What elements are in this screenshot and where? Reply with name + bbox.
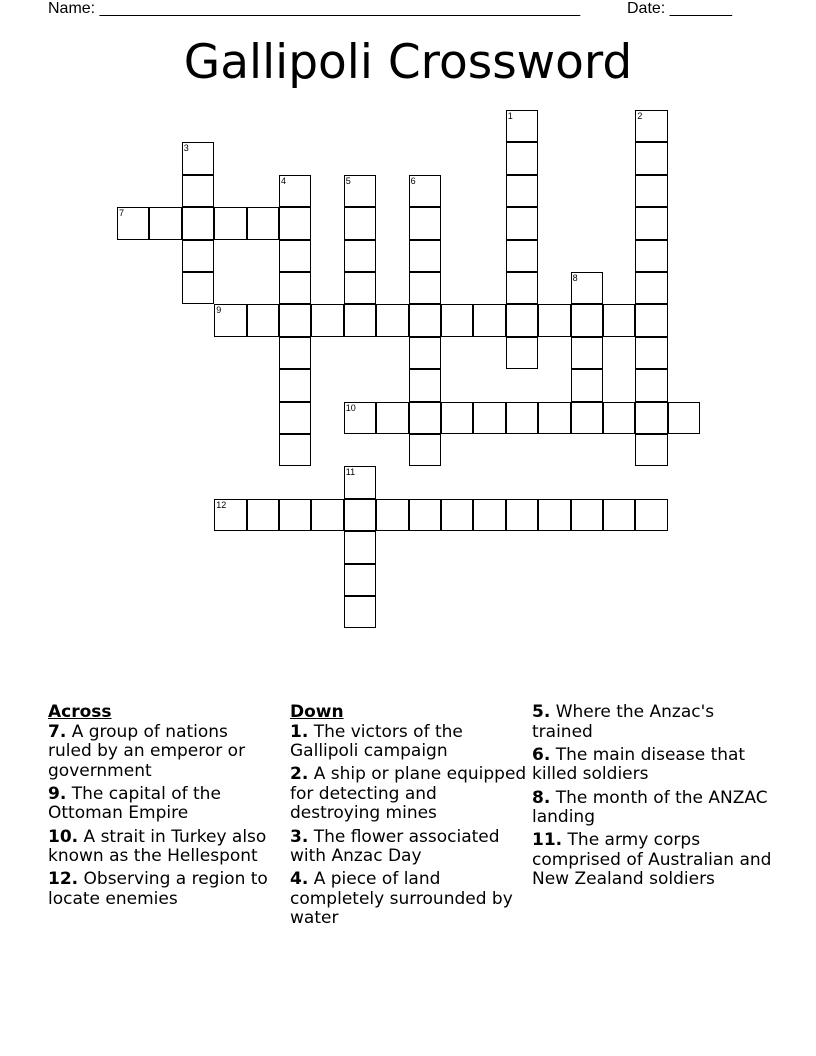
grid-cell[interactable]: [635, 240, 667, 272]
grid-cell[interactable]: [409, 434, 441, 466]
grid-cell[interactable]: [473, 402, 505, 434]
grid-cell[interactable]: [311, 499, 343, 531]
grid-cell[interactable]: [506, 142, 538, 174]
grid-cell[interactable]: [635, 304, 667, 336]
across-clues: [48, 703, 270, 913]
clue-down-2: 2. A ship or plane equipped for detecting and destroying mines: [290, 764, 527, 824]
grid-cell[interactable]: [635, 337, 667, 369]
clue-number-label: 6: [410, 175, 416, 186]
grid-cell[interactable]: [279, 240, 311, 272]
down-clues-continued: [532, 703, 772, 894]
grid-cell[interactable]: [603, 304, 635, 336]
grid-cell[interactable]: [344, 596, 376, 628]
clue-down-4: 4. A piece of land completely surrounded by water: [290, 869, 513, 929]
grid-cell[interactable]: [279, 337, 311, 369]
grid-cell[interactable]: [635, 142, 667, 174]
grid-cell[interactable]: [247, 304, 279, 336]
grid-cell[interactable]: [538, 304, 570, 336]
grid-cell[interactable]: [571, 304, 603, 336]
clue-number-label: 9: [216, 305, 222, 316]
down-clues: [290, 703, 528, 933]
clue-across-9: 9. The capital of the Ottoman Empire: [48, 783, 221, 824]
grid-cell[interactable]: [344, 304, 376, 336]
grid-cell[interactable]: [473, 499, 505, 531]
grid-cell[interactable]: [635, 499, 667, 531]
grid-cell[interactable]: [149, 207, 181, 239]
grid-cell[interactable]: [344, 272, 376, 304]
clue-number-label: 1: [507, 111, 513, 121]
clue-down-5: 5. Where the Anzac's trained: [532, 702, 715, 742]
grid-cell[interactable]: [311, 304, 343, 336]
date-field-line: Date: _______: [627, 0, 732, 17]
grid-cell[interactable]: [635, 369, 667, 401]
clue-down-3: 3. The flower associated with Anzac Day: [290, 826, 500, 867]
grid-cell[interactable]: [409, 337, 441, 369]
grid-cell[interactable]: [279, 272, 311, 304]
grid-cell[interactable]: [506, 240, 538, 272]
grid-cell[interactable]: [344, 499, 376, 531]
grid-cell[interactable]: [506, 499, 538, 531]
puzzle-title: Gallipoli Crossword: [183, 35, 633, 90]
clue-down-11: 11. The army corps comprised of Australian and New Zealand soldiers: [532, 830, 772, 890]
grid-cell[interactable]: [376, 304, 408, 336]
grid-cell[interactable]: [409, 369, 441, 401]
grid-cell[interactable]: [279, 402, 311, 434]
clue-down-6: 6. The main disease that killed soldiers: [532, 744, 746, 785]
grid-cell[interactable]: [506, 304, 538, 336]
clue-number-label: 8: [572, 273, 578, 283]
grid-cell[interactable]: [538, 499, 570, 531]
grid-cell[interactable]: [279, 434, 311, 466]
grid-cell[interactable]: [182, 240, 214, 272]
grid-cell[interactable]: [182, 175, 214, 207]
grid-cell[interactable]: [279, 499, 311, 531]
grid-cell[interactable]: [344, 207, 376, 239]
grid-cell[interactable]: [247, 207, 279, 239]
grid-cell[interactable]: [506, 272, 538, 304]
grid-cell[interactable]: [409, 207, 441, 239]
grid-cell[interactable]: [571, 337, 603, 369]
grid-cell[interactable]: [441, 499, 473, 531]
grid-cell[interactable]: [182, 207, 214, 239]
clue-number-label: 2: [637, 111, 643, 121]
grid-cell[interactable]: [635, 175, 667, 207]
grid-cell[interactable]: [635, 207, 667, 239]
grid-cell[interactable]: [376, 499, 408, 531]
grid-cell[interactable]: [506, 337, 538, 369]
grid-cell[interactable]: [603, 499, 635, 531]
grid-cell[interactable]: [668, 402, 700, 434]
grid-cell[interactable]: [506, 207, 538, 239]
grid-cell[interactable]: [409, 499, 441, 531]
grid-cell[interactable]: [635, 402, 667, 434]
grid-cell[interactable]: [571, 499, 603, 531]
grid-cell[interactable]: [473, 304, 505, 336]
grid-cell[interactable]: [376, 402, 408, 434]
grid-cell[interactable]: [409, 272, 441, 304]
grid-cell[interactable]: [571, 402, 603, 434]
clue-number-label: 4: [281, 175, 287, 186]
clue-down-8: 8. The month of the ANZAC landing: [532, 787, 768, 828]
clue-number-label: 10: [345, 402, 356, 413]
clue-across-7: 7. A group of nations ruled by an emperor or government: [48, 721, 246, 781]
grid-cell[interactable]: [441, 402, 473, 434]
clue-number-label: 5: [345, 175, 351, 186]
grid-cell[interactable]: [409, 240, 441, 272]
clue-number-label: 11: [345, 467, 356, 478]
across-heading: Across: [48, 702, 112, 722]
grid-cell[interactable]: [538, 402, 570, 434]
grid-cell[interactable]: [214, 207, 246, 239]
grid-cell[interactable]: [506, 402, 538, 434]
grid-cell[interactable]: [409, 402, 441, 434]
grid-cell[interactable]: [344, 240, 376, 272]
grid-cell[interactable]: [247, 499, 279, 531]
clue-number-label: 3: [183, 143, 189, 154]
clue-across-12: 12. Observing a region to locate enemies: [48, 869, 268, 909]
clue-number-label: 7: [119, 208, 125, 219]
grid-cell[interactable]: [409, 304, 441, 336]
clue-across-10: 10. A strait in Turkey also known as the Hellespont: [48, 826, 267, 867]
grid-cell[interactable]: [279, 304, 311, 336]
name-field-line: Name: ______________________________________________________: [48, 0, 581, 17]
grid-cell[interactable]: [571, 369, 603, 401]
clue-down-1: 1. The victors of the Gallipoli campaign: [290, 721, 463, 761]
grid-cell[interactable]: [635, 434, 667, 466]
clue-number-label: 12: [216, 499, 227, 510]
grid-cell[interactable]: [603, 402, 635, 434]
grid-cell[interactable]: [344, 564, 376, 596]
grid-cell[interactable]: [506, 175, 538, 207]
grid-cell[interactable]: [441, 304, 473, 336]
down-heading: Down: [290, 702, 344, 722]
grid-cell[interactable]: [344, 531, 376, 563]
grid-cell[interactable]: [279, 369, 311, 401]
grid-cell[interactable]: [635, 272, 667, 304]
grid-cell[interactable]: [182, 272, 214, 304]
grid-cell[interactable]: [279, 207, 311, 239]
